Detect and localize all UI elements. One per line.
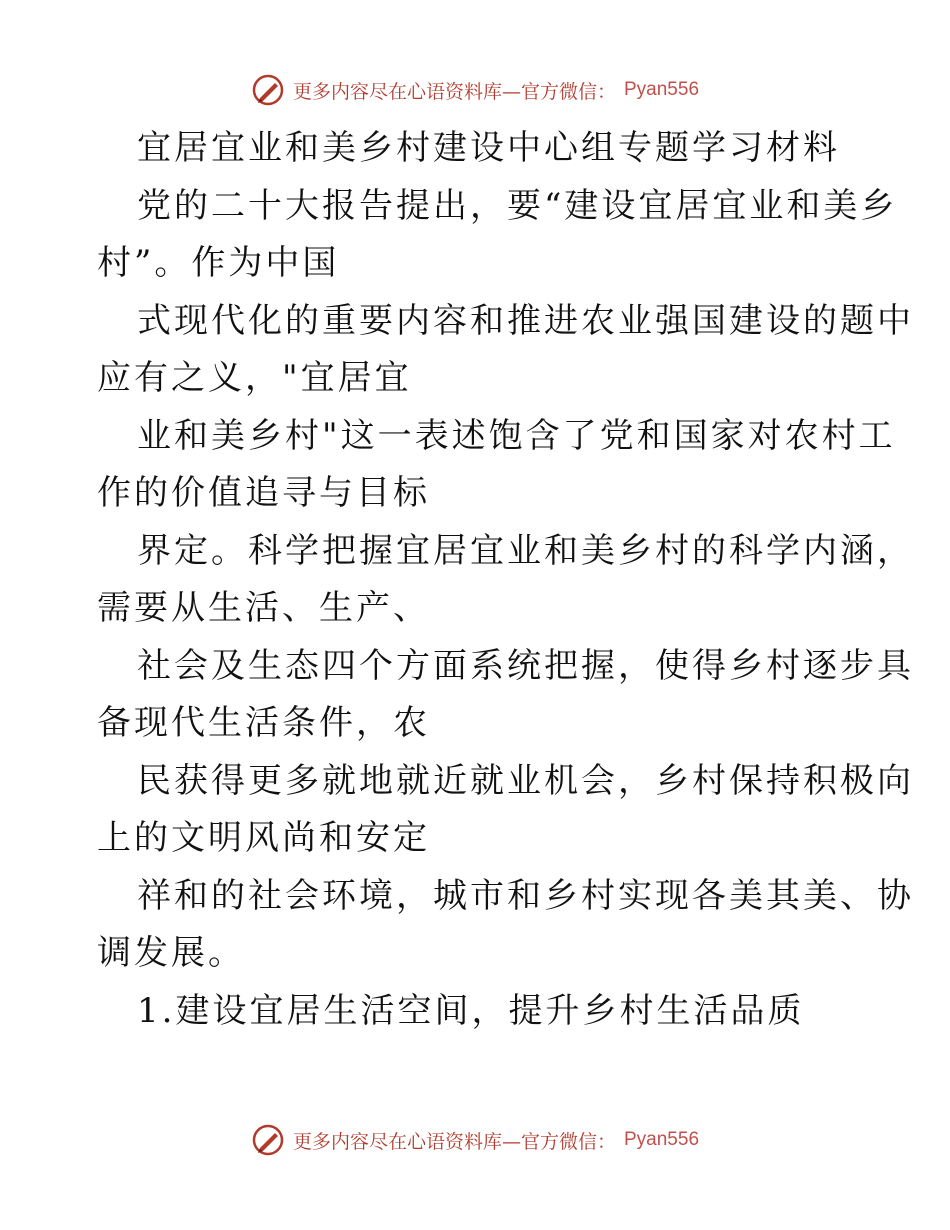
document-body	[97, 120, 914, 1040]
text-line: 作的价值追寻与目标	[97, 473, 430, 513]
text-line: 祥和的社会环境，城市和乡村实现各美其美、协	[137, 875, 914, 916]
pen-logo-icon	[251, 1123, 285, 1157]
text-line: 上的文明风尚和安定	[97, 818, 430, 858]
text-line: 党的二十大报告提出，要“建设宜居宜业和美乡	[137, 185, 898, 226]
banner-text: 更多内容尽在心语资料库—官方微信：	[292, 1130, 616, 1153]
text-line: 需要从生活、生产、	[97, 588, 430, 628]
footer-banner	[0, 1120, 950, 1160]
banner-text: 更多内容尽在心语资料库—官方微信：	[292, 80, 616, 103]
text-line: 式现代化的重要内容和推进农业强国建设的题中	[137, 300, 914, 341]
text-line: 业和美乡村"这一表述饱含了党和国家对农村工	[137, 415, 896, 456]
pen-logo-icon	[251, 73, 285, 107]
text-line: 1.建设宜居生活空间，提升乡村生活品质	[137, 990, 805, 1031]
text-line: 调发展。	[97, 933, 245, 973]
text-line: 应有之义，"宜居宜	[97, 358, 412, 398]
wechat-id: Pyan556	[624, 1129, 700, 1150]
text-line: 民获得更多就地就近就业机会，乡村保持积极向	[137, 760, 914, 801]
text-line: 界定。科学把握宜居宜业和美乡村的科学内涵，	[137, 530, 914, 571]
header-banner	[0, 70, 950, 110]
wechat-id: Pyan556	[624, 79, 700, 100]
text-line: 宜居宜业和美乡村建设中心组专题学习材料	[137, 128, 840, 168]
text-line: 备现代生活条件，农	[97, 703, 430, 743]
text-line: 村”。作为中国	[97, 243, 340, 283]
text-line: 社会及生态四个方面系统把握，使得乡村逐步具	[137, 645, 914, 686]
